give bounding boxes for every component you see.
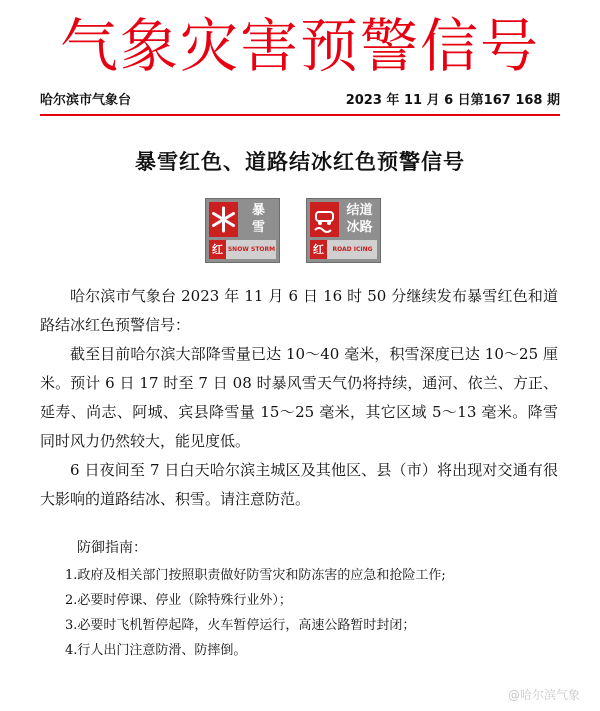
defense-guide: [65, 536, 560, 663]
guide-item: 2.必要时停课、停业（除特殊行业外）；: [65, 593, 292, 608]
warning-body: [40, 282, 558, 514]
sign-name: 结道 冰路: [346, 203, 373, 235]
guide-item: 4.行人出门注意防滑、防摔倒。: [65, 643, 247, 658]
document-title: 暴雪红色、道路结冰红色预警信号: [135, 150, 465, 174]
guide-title: 防御指南：: [77, 540, 147, 556]
sign-name: 暴 雪: [251, 203, 265, 235]
weibo-watermark: @哈尔滨气象: [507, 688, 580, 702]
warning-banner-title: 气象灾害预警信号: [59, 12, 540, 80]
sign-level: 红: [209, 240, 226, 259]
body-paragraph-3: 6 日夜间至 7 日白天哈尔滨主城区及其他区、县（市）将出现对交通有很大影响的道路结冰、积雪。请注意防范。: [40, 461, 558, 508]
issuer-row: [40, 90, 560, 112]
road-icing-red-sign: [306, 198, 381, 263]
sign-level: 红: [310, 240, 327, 259]
snowflake-icon: [209, 202, 238, 237]
guide-item: 3.必要时飞机暂停起降，火车暂停运行，高速公路暂时封闭；: [65, 618, 416, 633]
body-paragraph-1: 哈尔滨市气象台 2023 年 11 月 6 日 16 时 50 分继续发布暴雪红色和道路结冰红色预警信号：: [40, 287, 558, 334]
sign-band: [310, 240, 377, 259]
sign-english-name: ROAD ICING: [332, 246, 373, 253]
skidding-car-icon: [310, 202, 339, 237]
body-paragraph-2: 截至目前哈尔滨大部降雪量已达 10～40 毫米，积雪深度已达 10～25 厘米。预计 6 日 17 时至 7 日 08 时暴风雪天气仍将持续，通河、依兰、方正、延寿、尚志、阿城、宾县降雪量 15～25 毫米，其它区域 5～13 毫米。降雪同时风力仍然较大，能见度低。: [40, 345, 558, 450]
header-divider: [40, 114, 560, 116]
sign-english-name: SNOW STORM: [227, 246, 276, 253]
snowstorm-red-sign: [205, 198, 280, 263]
issue-number: 2023 年 11 月 6 日第167 168 期: [345, 93, 560, 108]
sign-band: [209, 240, 276, 259]
issuer-name: 哈尔滨市气象台: [40, 93, 132, 108]
guide-item: 1.政府及相关部门按照职责做好防雪灾和防冻害的应急和抢险工作;: [65, 568, 446, 583]
